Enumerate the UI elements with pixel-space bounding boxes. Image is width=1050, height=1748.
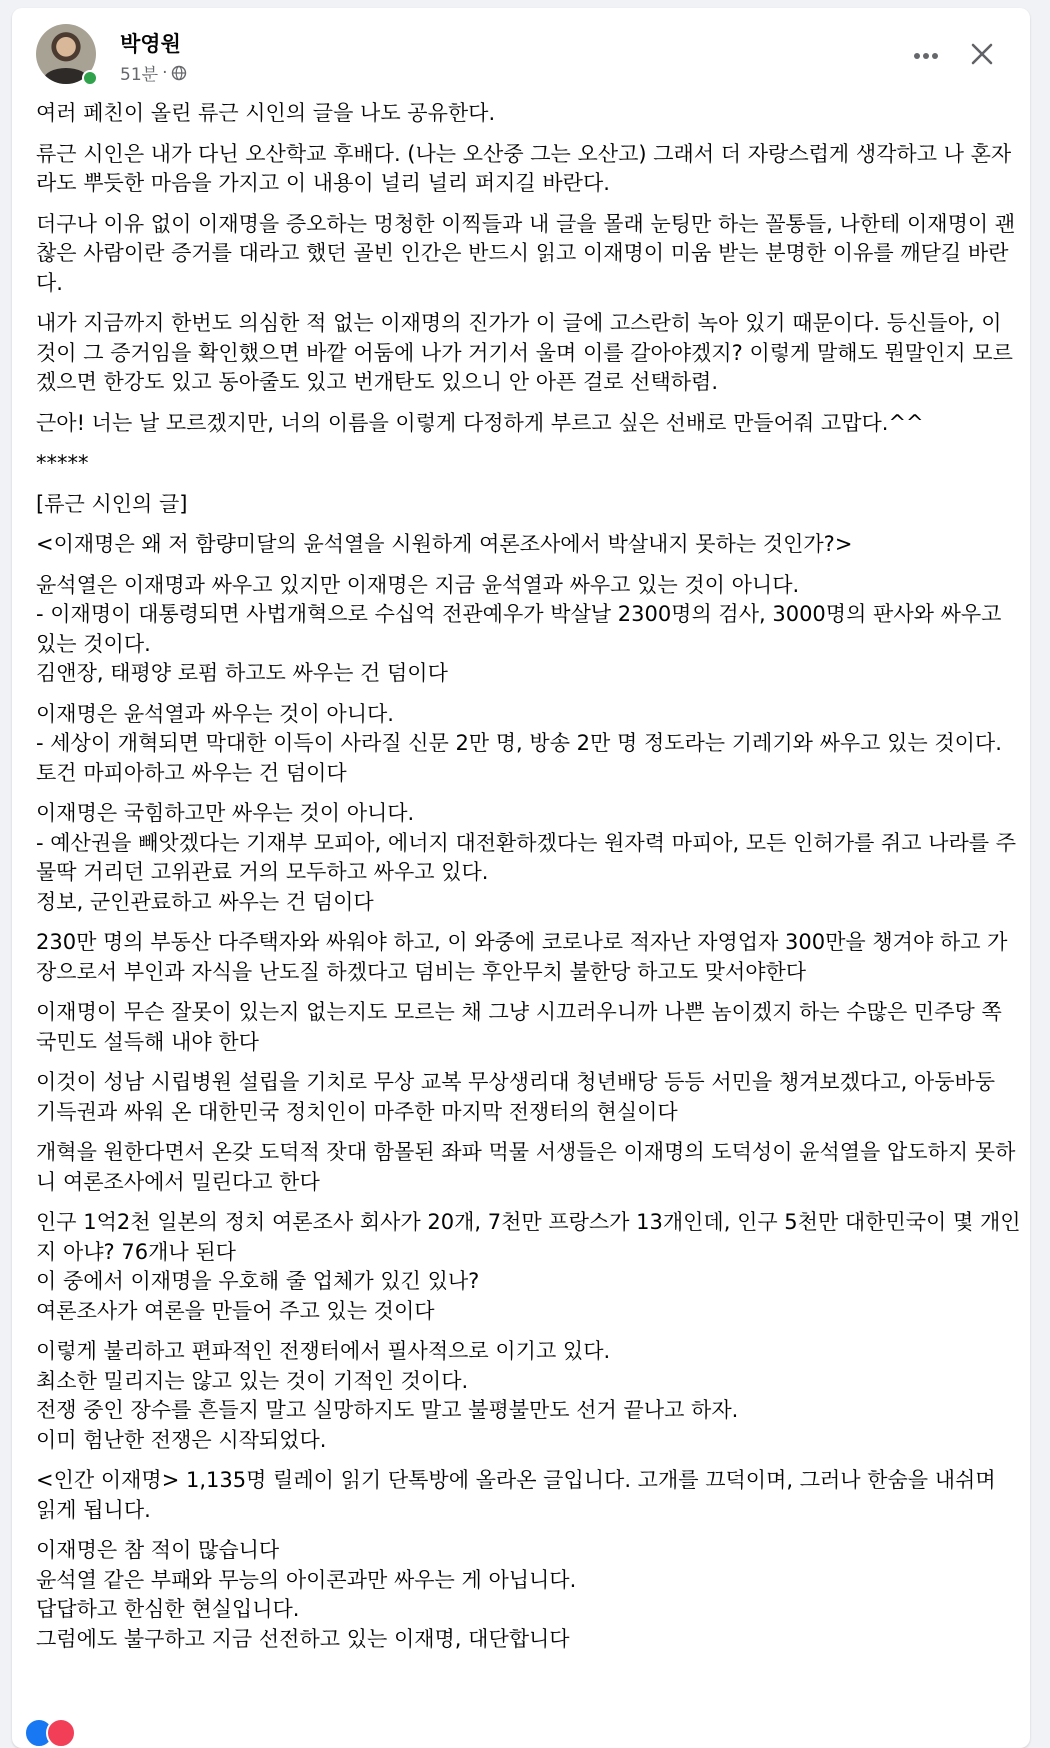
- post-body: [36, 99, 1021, 1665]
- globe-icon: [171, 65, 187, 81]
- paragraph-line: 전쟁 중인 장수를 흔들지 말고 실망하지도 말고 불평불만도 선거 끝나고 하자.: [36, 1398, 739, 1422]
- paragraph-line: 여론조사가 여론을 만들어 주고 있는 것이다: [36, 1298, 435, 1323]
- paragraph-line: 토건 마피아하고 싸우는 건 덤이다: [36, 760, 347, 785]
- paragraph-line: *****: [36, 451, 89, 475]
- post-paragraph: [36, 210, 1021, 299]
- post-paragraph: [36, 571, 1021, 689]
- post-paragraph: [36, 140, 1021, 199]
- post-paragraph: [36, 1138, 1021, 1197]
- paragraph-line: 그럼에도 불구하고 지금 선전하고 있는 이재명, 대단합니다: [36, 1626, 570, 1651]
- paragraph-line: 이재명은 국힘하고만 싸우는 것이 아니다.: [36, 801, 415, 825]
- post-paragraph: [36, 99, 1021, 129]
- paragraph-line: 윤석열 같은 부패와 무능의 아이콘과만 싸우는 게 아닙니다.: [36, 1567, 577, 1592]
- paragraph-line: 김앤장, 태평양 로펌 하고도 싸우는 건 덤이다: [36, 661, 448, 685]
- paragraph-line: 이렇게 불리하고 편파적인 전쟁터에서 필사적으로 이기고 있다.: [36, 1339, 611, 1363]
- paragraph-line: 이미 험난한 전쟁은 시작되었다.: [36, 1427, 327, 1452]
- paragraph-line: - 세상이 개혁되면 막대한 이득이 사라질 신문 2만 명, 방송 2만 명 정도라는 기레기와 싸우고 있는 것이다.: [36, 731, 1002, 755]
- paragraph-line: 더구나 이유 없이 이재명을 증오하는 멍청한 이찍들과 내 글을 몰래 눈팅만 하는 꼴통들, 나한테 이재명이 괜찮은 사람이란 증거를 대라고 했던 골빈 인간은 반드시 읽고 이재명이 미움 받는 분명한 이유를 깨닫길 바란다.: [36, 211, 1016, 295]
- post-paragraph: [36, 309, 1021, 398]
- paragraph-line: 근아! 너는 날 모르겠지만, 너의 이름을 이렇게 다정하게 부르고 싶은 선배로 만들어줘 고맙다.^^: [36, 410, 924, 435]
- post-paragraph: [36, 530, 1021, 560]
- author-name[interactable]: 박영원: [120, 32, 181, 56]
- paragraph-line: - 예산권을 빼앗겠다는 기재부 모피아, 에너지 대전환하겠다는 원자력 마피아, 모든 인허가를 쥐고 나라를 주물딱 거리던 고위관료 거의 모두하고 싸우고 있다.: [36, 830, 1017, 884]
- paragraph-line: 류근 시인은 내가 다닌 오산학교 후배다. (나는 오산중 그는 오산고) 그래서 더 자랑스럽게 생각하고 나 혼자라도 뿌듯한 마음을 가지고 이 내용이 널리 널리 퍼지길 바란다.: [36, 141, 1012, 195]
- post-paragraph: [36, 998, 1021, 1057]
- post-paragraph: [36, 1068, 1021, 1127]
- paragraph-line: 윤석열은 이재명과 싸우고 있지만 이재명은 지금 윤석열과 싸우고 있는 것이 아니다.: [36, 572, 800, 597]
- online-status-indicator: [82, 70, 98, 86]
- post-paragraph: [36, 1536, 1021, 1654]
- love-reaction-icon: [46, 1718, 76, 1748]
- paragraph-line: - 이재명이 대통령되면 사법개혁으로 수십억 전관예우가 박살날 2300명의 검사, 3000명의 판사와 싸우고 있는 것이다.: [36, 602, 1002, 656]
- post-header: [36, 24, 1006, 94]
- post-paragraph: [36, 1337, 1021, 1455]
- post-paragraph: [36, 928, 1021, 987]
- post-paragraph: [36, 799, 1021, 917]
- paragraph-line: 정보, 군인관료하고 싸우는 건 덤이다: [36, 889, 374, 914]
- reaction-summary[interactable]: [24, 1718, 76, 1748]
- paragraph-line: [류근 시인의 글]: [36, 491, 188, 516]
- post-paragraph: [36, 490, 1021, 520]
- paragraph-line: 이재명은 참 적이 많습니다: [36, 1538, 280, 1562]
- paragraph-line: 이 중에서 이재명을 우호해 줄 업체가 있긴 있나?: [36, 1269, 480, 1293]
- more-options-icon: [913, 52, 939, 60]
- post-paragraph: [36, 1466, 1021, 1525]
- paragraph-line: 이것이 성남 시립병원 설립을 기치로 무상 교복 무상생리대 청년배당 등등 서민을 챙겨보겠다고, 아둥바둥 기득권과 싸워 온 대한민국 정치인이 마주한 마지막 전쟁터의 현실이다: [36, 1070, 996, 1124]
- paragraph-line: <이재명은 왜 저 함량미달의 윤석열을 시원하게 여론조사에서 박살내지 못하는 것인가?>: [36, 532, 853, 556]
- post-paragraph: [36, 700, 1021, 789]
- paragraph-line: 답답하고 한심한 현실입니다.: [36, 1597, 300, 1621]
- paragraph-line: 개혁을 원한다면서 온갖 도덕적 잣대 함몰된 좌파 먹물 서생들은 이재명의 도덕성이 윤석열을 압도하지 못하니 여론조사에서 밀린다고 한다: [36, 1140, 1016, 1194]
- paragraph-line: 이재명은 윤석열과 싸우는 것이 아니다.: [36, 701, 394, 726]
- paragraph-line: 최소한 밀리지는 않고 있는 것이 기적인 것이다.: [36, 1368, 469, 1393]
- post-paragraph: [36, 409, 1021, 439]
- paragraph-line: 230만 명의 부동산 다주택자와 싸워야 하고, 이 와중에 코로나로 적자난 자영업자 300만을 챙겨야 하고 가장으로서 부인과 자식을 난도질 하겠다고 덤비는 후안무치 불한당 하고도 맞서야한다: [36, 930, 1008, 984]
- post-paragraph: [36, 449, 1021, 479]
- close-button[interactable]: [962, 34, 1002, 74]
- paragraph-line: 인구 1억2천 일본의 정치 여론조사 회사가 20개, 7천만 프랑스가 13개인데, 인구 5천만 대한민국이 몇 개인지 아냐? 76개나 된다: [36, 1210, 1021, 1264]
- paragraph-line: 내가 지금까지 한번도 의심한 적 없는 이재명의 진가가 이 글에 고스란히 녹아 있기 때문이다. 등신들아, 이것이 그 증거임을 확인했으면 바깥 어둠에 나가 거기서 울며 이를 갈아야겠지? 이렇게 말해도 뭔말인지 모르겠으면 한강도 있고 동아줄도 있고 번개탄도 있으니 안 아픈 걸로 선택하렴.: [36, 311, 1013, 394]
- paragraph-line: 여러 페친이 올린 류근 시인의 글을 나도 공유한다.: [36, 101, 496, 125]
- close-icon: [970, 42, 994, 66]
- post-time[interactable]: 51분: [120, 65, 159, 85]
- paragraph-line: 이재명이 무슨 잘못이 있는지 없는지도 모르는 채 그냥 시끄러우니까 나쁜 놈이겠지 하는 수많은 민주당 쪽 국민도 설득해 내야 한다: [36, 1000, 1002, 1054]
- meta-separator: ·: [162, 62, 168, 83]
- post-meta: [120, 60, 187, 85]
- paragraph-line: <인간 이재명> 1,135명 릴레이 읽기 단톡방에 올라온 글입니다. 고개를 끄덕이며, 그러나 한숨을 내쉬며 읽게 됩니다.: [36, 1468, 996, 1522]
- post-paragraph: [36, 1208, 1021, 1326]
- post-card: [12, 8, 1030, 1748]
- more-options-button[interactable]: [906, 38, 946, 74]
